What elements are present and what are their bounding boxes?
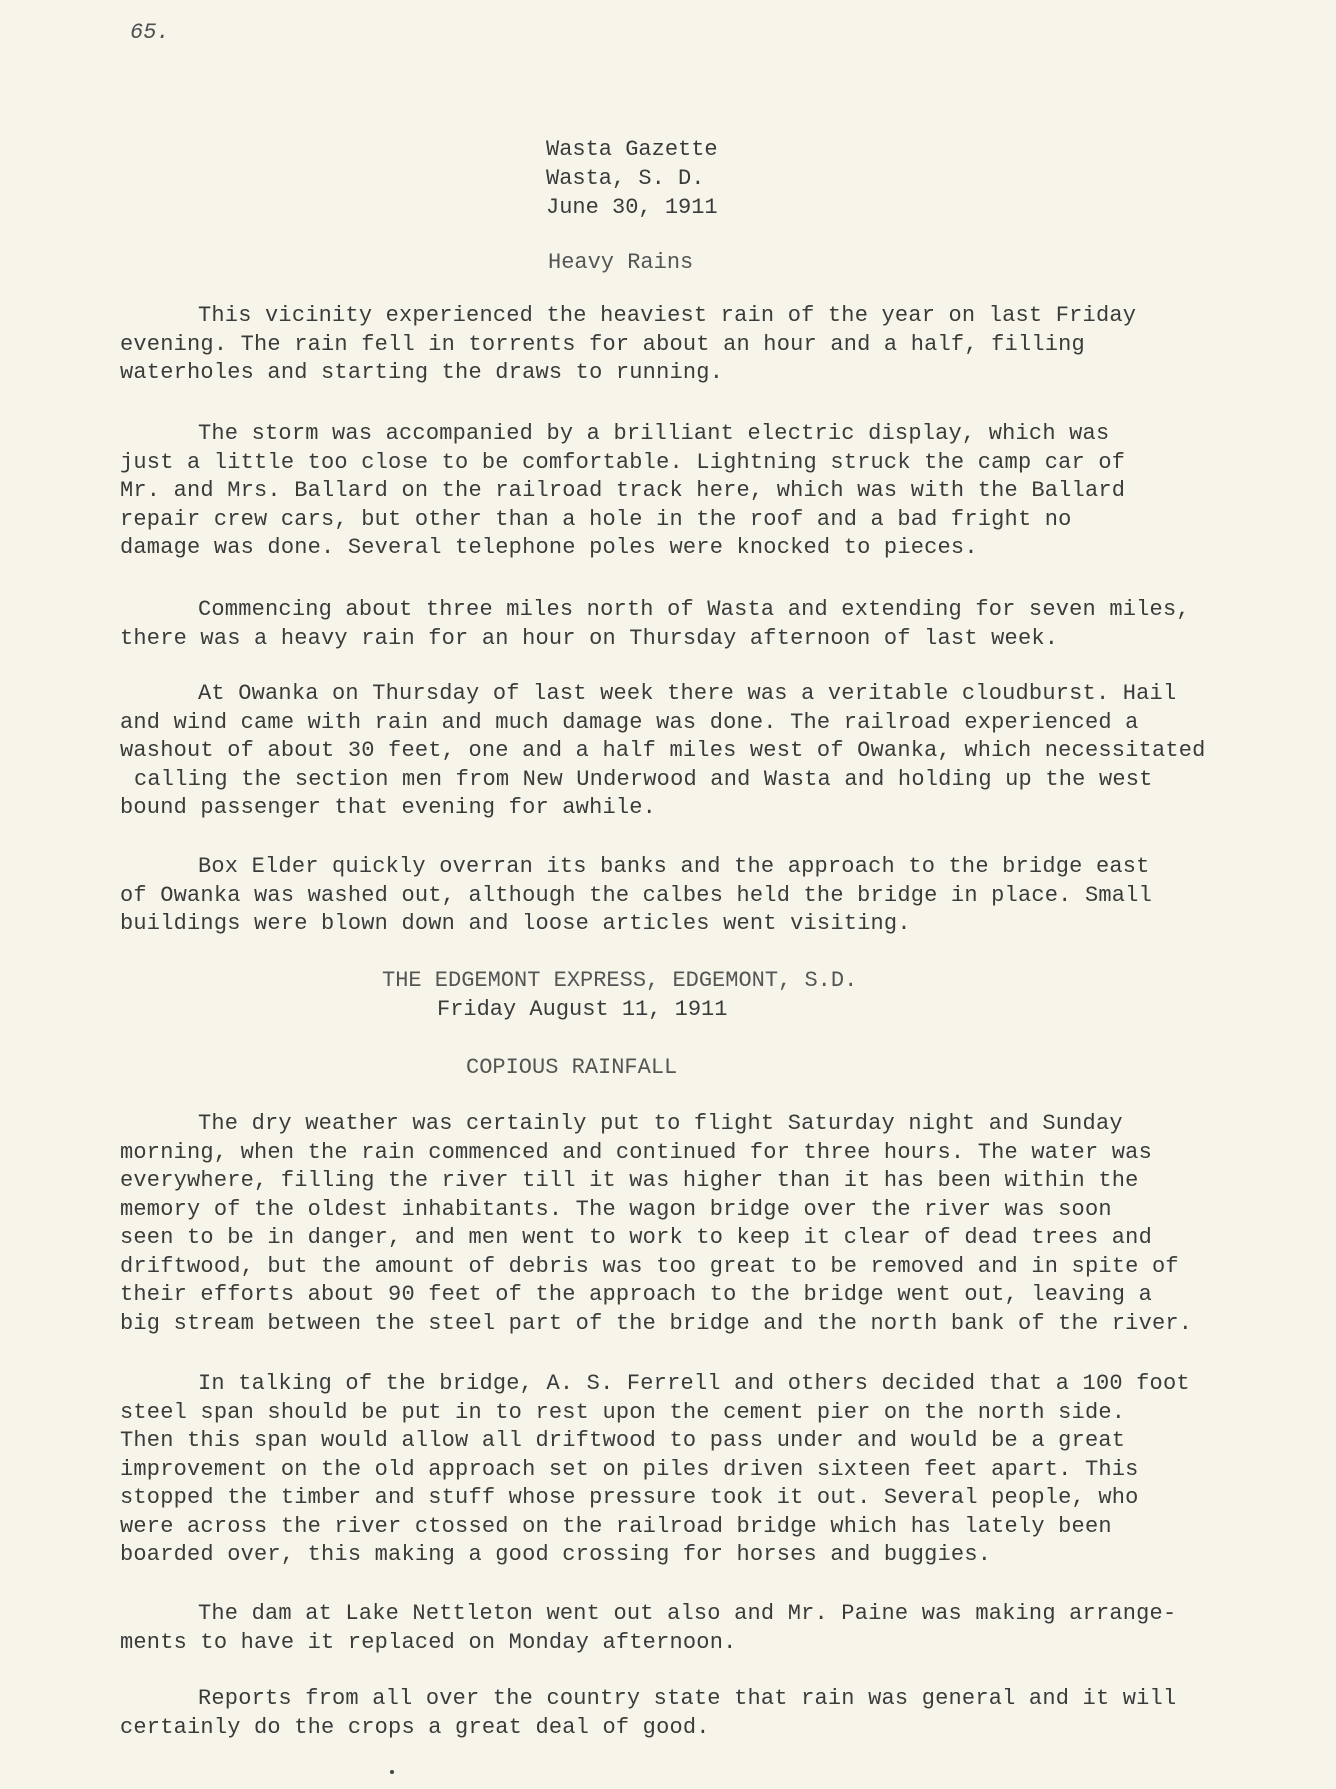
text-line: bound passenger that evening for awhile. <box>120 795 657 820</box>
text-line: improvement on the old approach set on piles driven sixteen feet apart. This <box>120 1456 1139 1482</box>
article2-paper-name: THE EDGEMONT EXPRESS, EDGEMONT, S.D. <box>382 968 858 993</box>
text-line: Box Elder quickly overran its banks and the approach to the bridge east <box>198 854 1150 879</box>
stray-ink-mark <box>390 1770 394 1774</box>
text-line: of Owanka was washed out, although the calbes held the bridge in place. Small <box>120 882 1152 908</box>
text-line: washout of about 30 feet, one and a half miles west of Owanka, which necessitated <box>120 738 1206 763</box>
article1-paragraph-5 <box>120 853 1300 939</box>
text-line: their efforts about 90 feet of the approach to the bridge went out, leaving a <box>120 1282 1152 1307</box>
page-number: 65. <box>130 20 170 45</box>
text-line: Reports from all over the country state that rain was general and it will <box>198 1686 1177 1711</box>
text-line: ments to have it replaced on Monday afternoon. <box>120 1629 737 1655</box>
text-line: and wind came with rain and much damage was done. The railroad experienced a <box>120 709 1139 735</box>
article2-paragraph-1 <box>120 1110 1300 1338</box>
text-line: boarded over, this making a good crossing for horses and buggies. <box>120 1542 992 1567</box>
text-line: repair crew cars, but other than a hole in the roof and a bad fright no <box>120 506 1072 532</box>
article2-paragraph-4 <box>120 1685 1300 1742</box>
text-line: everywhere, filling the river till it was higher than it has been within the <box>120 1168 1139 1193</box>
text-line: This vicinity experienced the heaviest rain of the year on last Friday <box>198 303 1137 328</box>
text-line: certainly do the crops a great deal of good. <box>120 1714 710 1740</box>
text-line: calling the section men from New Underwood and Wasta and holding up the west <box>134 766 1153 792</box>
article1-date: June 30, 1911 <box>546 195 718 220</box>
article2-paragraph-3 <box>120 1600 1300 1657</box>
article1-masthead <box>546 135 718 222</box>
text-line: damage was done. Several telephone poles were knocked to pieces. <box>120 535 978 560</box>
article1-headline: Heavy Rains <box>548 250 694 275</box>
text-line: driftwood, but the amount of debris was too great to be removed and in spite of <box>120 1253 1179 1279</box>
text-line: just a little too close to be comfortable. Lightning struck the camp car of <box>120 449 1126 475</box>
text-line: morning, when the rain commenced and continued for three hours. The water was <box>120 1139 1152 1165</box>
text-line: big stream between the steel part of the bridge and the north bank of the river. <box>120 1310 1193 1336</box>
article2-masthead <box>382 966 857 1024</box>
text-line: memory of the oldest inhabitants. The wagon bridge over the river was soon <box>120 1196 1112 1222</box>
article2-paragraph-2 <box>120 1370 1300 1570</box>
article2-headline: COPIOUS RAINFALL <box>466 1055 678 1080</box>
text-line: were across the river ctossed on the railroad bridge which has lately been <box>120 1513 1112 1539</box>
article1-paragraph-3 <box>120 596 1300 653</box>
text-line: Then this span would allow all driftwood to pass under and would be a great <box>120 1428 1126 1453</box>
text-line: steel span should be put in to rest upon the cement pier on the north side. <box>120 1399 1126 1425</box>
text-line: In talking of the bridge, A. S. Ferrell and others decided that a 100 foot <box>198 1371 1190 1396</box>
article1-paragraph-2 <box>120 420 1300 563</box>
article2-date: Friday August 11, 1911 <box>437 997 728 1022</box>
text-line: Commencing about three miles north of Wasta and extending for seven miles, <box>198 597 1190 622</box>
text-line: evening. The rain fell in torrents for about an hour and a half, filling <box>120 331 1085 357</box>
text-line: Mr. and Mrs. Ballard on the railroad track here, which was with the Ballard <box>120 478 1126 503</box>
text-line: At Owanka on Thursday of last week there was a veritable cloudburst. Hail <box>198 681 1177 706</box>
text-line: there was a heavy rain for an hour on Thursday afternoon of last week. <box>120 625 1059 651</box>
article1-location: Wasta, S. D. <box>546 166 705 191</box>
text-line: buildings were blown down and loose articles went visiting. <box>120 911 911 936</box>
text-line: seen to be in danger, and men went to work to keep it clear of dead trees and <box>120 1225 1152 1250</box>
text-line: The storm was accompanied by a brilliant electric display, which was <box>198 421 1110 446</box>
article1-paper-name: Wasta Gazette <box>546 137 718 162</box>
article1-paragraph-1 <box>120 302 1300 388</box>
text-line: waterholes and starting the draws to running. <box>120 360 724 385</box>
text-line: The dam at Lake Nettleton went out also and Mr. Paine was making arrange- <box>198 1601 1177 1626</box>
article1-paragraph-4 <box>120 680 1300 823</box>
text-line: The dry weather was certainly put to flight Saturday night and Sunday <box>198 1111 1123 1136</box>
text-line: stopped the timber and stuff whose pressure took it out. Several people, who <box>120 1485 1139 1510</box>
